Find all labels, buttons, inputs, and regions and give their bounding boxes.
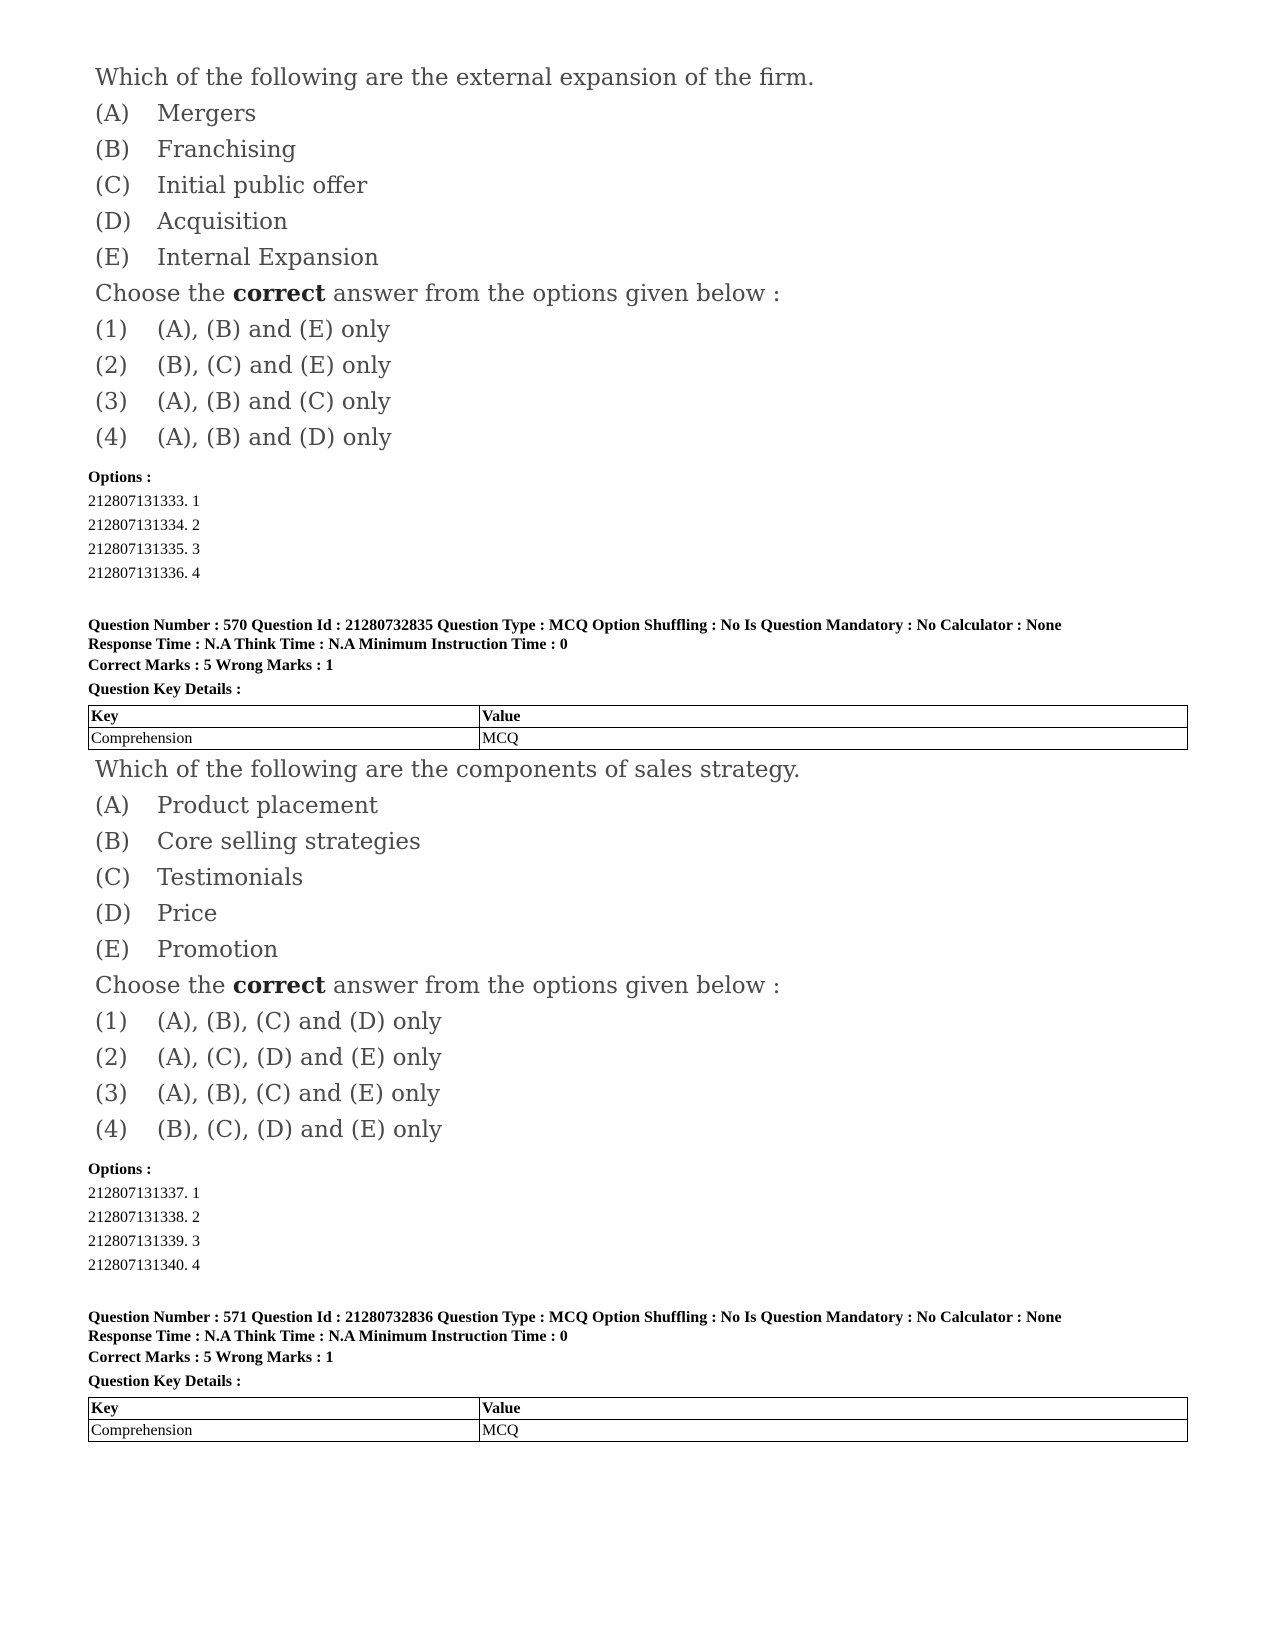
value-header: Value [480,1398,1188,1420]
q570-options-title: Options : [88,1161,152,1178]
q571-key-table [88,1397,1188,1442]
q570-answer-3: (3) (A), (B), (C) and (E) only [95,1081,441,1107]
q569-answer-3: (3) (A), (B) and (C) only [95,389,391,415]
q569-question-image [95,60,815,456]
value-cell: MCQ [480,1420,1188,1442]
q570-header [88,616,1188,702]
q570-item-a: (A) Product placement [95,793,379,819]
table-row [89,706,1188,728]
q570-answer-2: (2) (A), (C), (D) and (E) only [95,1045,442,1071]
q571-key-details-title: Question Key Details : [88,1373,242,1390]
q569-item-c: (C) Initial public offer [95,173,368,199]
q571-marks: Correct Marks : 5 Wrong Marks : 1 [88,1349,334,1366]
q569-answer-4: (4) (A), (B) and (D) only [95,425,392,451]
key-header: Key [89,1398,480,1420]
table-row [89,1420,1188,1442]
q569-item-e: (E) Internal Expansion [95,245,379,271]
q569-option-4: 212807131336. 4 [88,565,200,582]
q569-item-b: (B) Franchising [95,137,297,163]
q569-option-2: 212807131334. 2 [88,517,200,534]
q570-item-b: (B) Core selling strategies [95,829,421,855]
q569-options [88,466,1188,586]
key-cell: Comprehension [89,728,480,750]
q571-header-line1: Question Number : 571 Question Id : 21280732836 Question Type : MCQ Option Shuffling : No Is Question Mandatory : No Calculator : None [88,1309,1062,1326]
q569-answer-1: (1) (A), (B) and (E) only [95,317,390,343]
q569-instruction: Choose the correct answer from the options given below : [95,280,781,307]
q570-option-3: 212807131339. 3 [88,1233,200,1250]
q570-item-d: (D) Price [95,901,218,927]
key-cell: Comprehension [89,1420,480,1442]
q571-header-line2: Response Time : N.A Think Time : N.A Minimum Instruction Time : 0 [88,1328,568,1345]
q569-options-title: Options : [88,469,152,486]
q569-option-3: 212807131335. 3 [88,541,200,558]
q570-question-image [95,752,801,1148]
q570-answer-4: (4) (B), (C), (D) and (E) only [95,1117,442,1143]
q570-answer-1: (1) (A), (B), (C) and (D) only [95,1009,442,1035]
value-header: Value [480,706,1188,728]
q570-instruction: Choose the correct answer from the options given below : [95,972,781,999]
q570-stem: Which of the following are the components of sales strategy. [95,757,801,783]
q570-option-2: 212807131338. 2 [88,1209,200,1226]
q570-header-line2: Response Time : N.A Think Time : N.A Minimum Instruction Time : 0 [88,636,568,653]
table-row [89,1398,1188,1420]
q570-key-details-title: Question Key Details : [88,681,242,698]
q571-header [88,1308,1188,1394]
value-cell: MCQ [480,728,1188,750]
q570-item-c: (C) Testimonials [95,865,304,891]
key-header: Key [89,706,480,728]
q569-item-a: (A) Mergers [95,101,257,127]
q569-item-d: (D) Acquisition [95,209,288,235]
q570-item-e: (E) Promotion [95,937,279,963]
q570-option-4: 212807131340. 4 [88,1257,200,1274]
q570-marks: Correct Marks : 5 Wrong Marks : 1 [88,657,334,674]
q569-option-1: 212807131333. 1 [88,493,200,510]
q569-stem: Which of the following are the external expansion of the firm. [95,65,815,91]
table-row [89,728,1188,750]
q570-header-line1: Question Number : 570 Question Id : 21280732835 Question Type : MCQ Option Shuffling : No Is Question Mandatory : No Calculator : None [88,617,1062,634]
q569-answer-2: (2) (B), (C) and (E) only [95,353,391,379]
q570-options [88,1158,1188,1278]
q570-option-1: 212807131337. 1 [88,1185,200,1202]
q570-key-table [88,705,1188,750]
